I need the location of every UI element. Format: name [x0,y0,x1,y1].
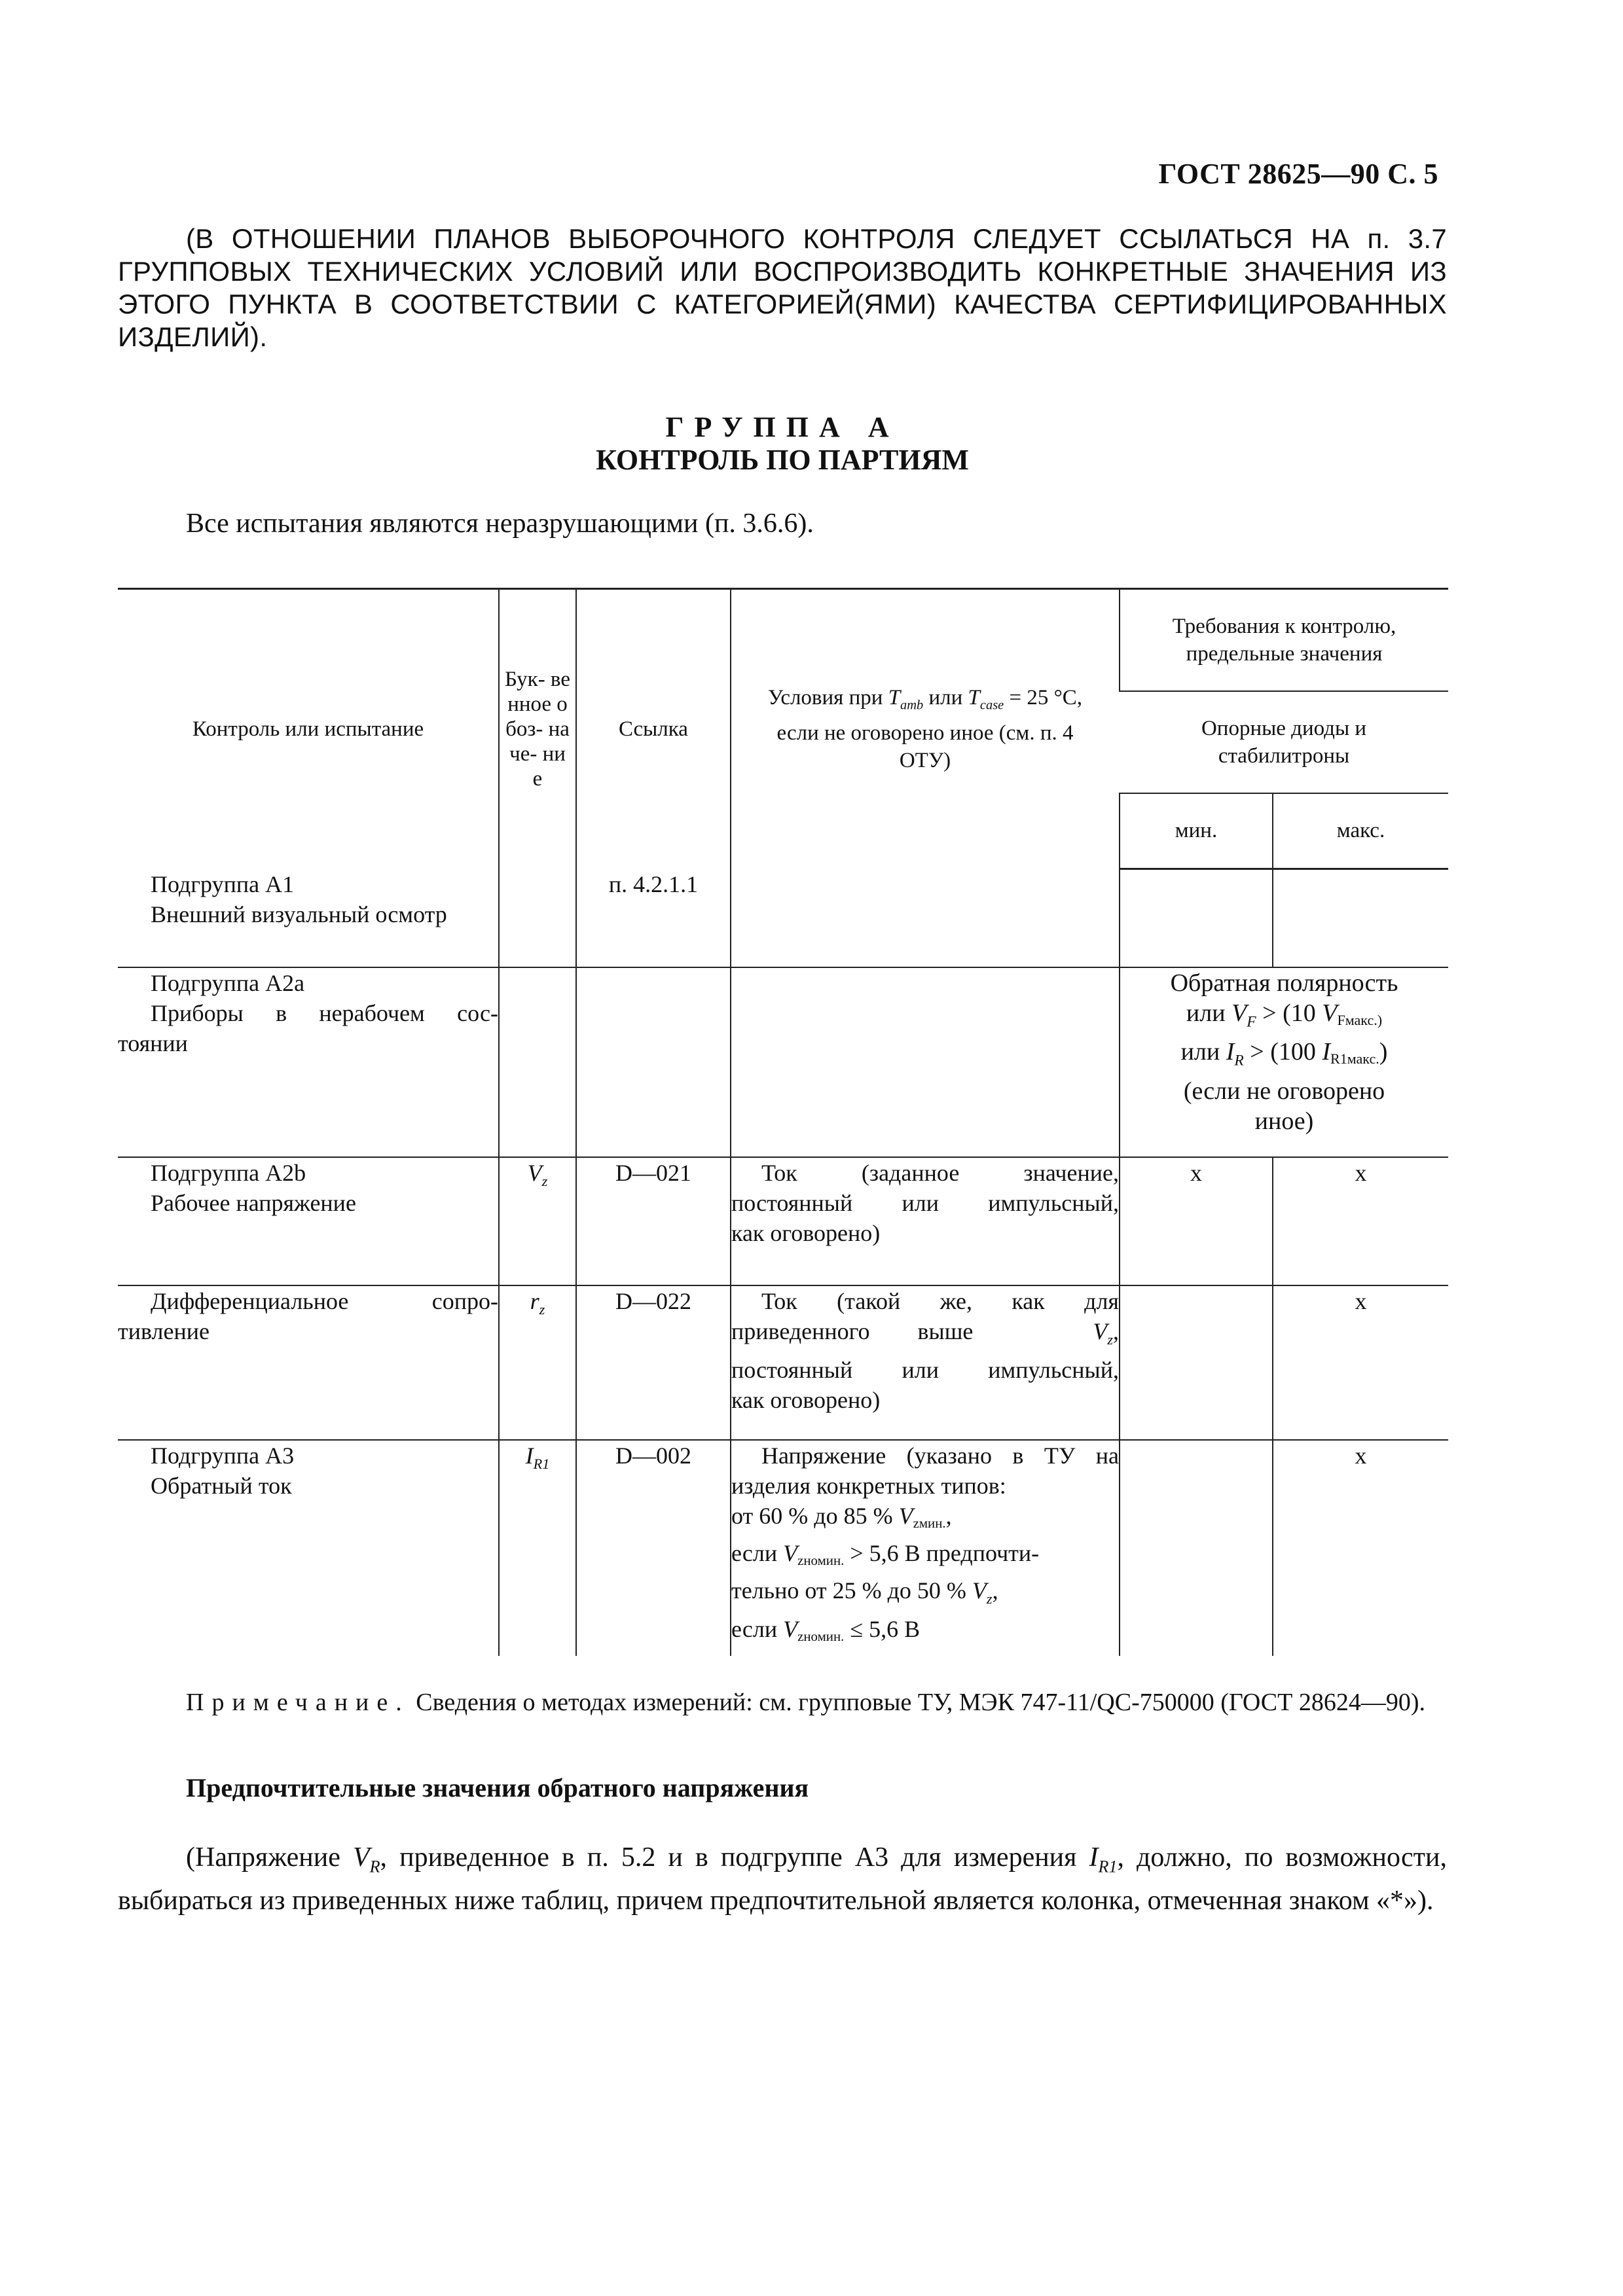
a2a-req-irmax-sub: R1макс. [1330,1050,1379,1067]
a1-subgroup: Подгруппа А1 [151,870,295,897]
a2a-req-line1: Обратная полярность [1170,969,1398,997]
a3-cond-vz-sub: zмин. [913,1515,946,1531]
a3-cond-l4a: тельно от 25 % до 50 % [731,1577,966,1604]
diff-cond-line2 [731,1316,1119,1355]
a3-cond-line2 [731,1501,1119,1538]
header-letter-text: Бук- венное обоз- наче- ние [505,668,570,791]
a2b-letter: V [527,1159,542,1186]
remark-text: Сведения о методах измерений: см. групповые ТУ, МЭК 747-11/QC-750000 (ГОСТ 28624—90). [416,1689,1426,1716]
cell-letter-a2b [499,1157,576,1285]
a2a-req-l2b: > (10 [1262,999,1316,1027]
header-conditions [731,589,1120,869]
table-remark [118,1686,1447,1719]
a3-cond-vznom2-letter: V [783,1615,798,1642]
a2a-req-vf-letter: V [1231,999,1247,1027]
header-cond-tcase [968,686,1004,713]
header-max: макс. [1273,793,1448,869]
header-cond-c: = 25 °С, если не оговорено иное (см. п. 4 ОТУ) [776,686,1083,773]
a2a-name-line1: Приборы в нерабочем сос- [151,999,498,1026]
header-cond-tamb-letter: T [888,686,901,710]
a3-cond-vz-letter: V [898,1502,913,1529]
cell-cond-diff [731,1285,1120,1440]
a2a-req-l3a: или [1180,1038,1220,1066]
a3-cond-l2b: , [945,1502,952,1529]
cell-letter-a3 [499,1440,576,1656]
a2a-req-vfmax-sub: Fмакс. [1337,1011,1377,1028]
pref-ir-sub: R1 [1098,1857,1118,1876]
a2a-req-l2a: или [1186,999,1226,1027]
cell-test-a1 [118,869,499,967]
cell-cond-a2a [731,967,1120,1157]
a3-letter-sub: R1 [533,1455,550,1472]
cell-letter-diff [499,1285,576,1440]
cell-ref-a2a [576,967,731,1157]
page-header: ГОСТ 28625—90 С. 5 [1158,158,1438,190]
header-cond-a: Условия при [767,686,883,710]
group-title: ГРУППА А [665,411,900,443]
a2a-req-ir-sub: R [1234,1052,1244,1069]
a3-cond-l3b: > 5,6 В предпочти- [850,1539,1040,1566]
pref-p3: , должно, по возможности, выбираться из приведенных ниже таблиц, причем предпочтительной является колонка, отмеченная знаком «*»). [118,1842,1447,1916]
pref-paragraph-text [118,1840,1447,1918]
header-cond-tcase-sub: case [979,698,1004,713]
cell-req-a2a [1120,967,1448,1157]
a2b-name: Рабочее напряжение [151,1189,356,1216]
diff-cond-line1: Ток (такой же, как для [761,1287,1119,1314]
cell-test-a3 [118,1440,499,1656]
a2b-subgroup: Подгруппа А2b [151,1159,306,1186]
intro-paragraph [118,223,1447,353]
a2b-cond-line3: как оговорено) [731,1219,881,1246]
a2a-req-ir [1226,1038,1244,1069]
table-row [118,1440,1448,1656]
cell-ref-diff: D—022 [576,1285,731,1440]
a1-name: Внешний визуальный осмотр [151,901,447,927]
a3-cond-vznom-sub: zномин. [797,1552,845,1568]
a2a-name-line2: тоянии [118,1030,188,1056]
cell-cond-a2b [731,1157,1120,1285]
a2a-req-l3b: > (100 [1250,1038,1316,1066]
a3-cond-line4 [731,1575,1119,1614]
a3-cond-l2a: от 60 % до 85 % [731,1502,893,1529]
header-cond-tamb [888,686,924,713]
a3-cond-vz2-letter: V [972,1577,987,1604]
a3-cond-l5b: ≤ 5,6 В [850,1615,921,1642]
header-min: мин. [1120,793,1273,869]
group-subtitle: КОНТРОЛЬ ПО ПАРТИЯМ [596,444,969,476]
cell-test-diff [118,1285,499,1440]
diff-cond-line4: как оговорено) [731,1386,881,1413]
cell-max-a3: x [1273,1440,1448,1656]
diff-cond-vz-sub: z [1107,1331,1113,1348]
header-cond-b: или [928,686,963,710]
diff-cond-l2b: , [1113,1318,1119,1344]
cell-ref-a3: D—002 [576,1440,731,1656]
diff-name-line1: Дифференциальное сопро- [151,1287,498,1314]
a2b-letter-sub: z [541,1172,548,1189]
a2a-req-vfmax [1322,999,1377,1027]
a3-cond-line1: Напряжение (указано в ТУ на изделия конкретных типов: [731,1442,1119,1499]
pref-p1: (Напряжение [186,1842,340,1873]
a3-subgroup: Подгруппа А3 [151,1442,295,1469]
table-row [118,869,1448,967]
a2a-req-vfmax-letter: V [1322,999,1338,1027]
section-paragraph [118,1840,1447,1918]
cell-letter-a1 [499,869,576,967]
cell-test-a2b [118,1157,499,1285]
diff-cond-line3: постоянный или импульсный, [731,1356,1119,1383]
a2a-req-vf [1231,999,1256,1031]
table-header [118,589,1448,869]
header-letter [499,589,576,869]
cell-ref-a2b: D—021 [576,1157,731,1285]
a2a-req-ir-letter: I [1226,1038,1235,1066]
cell-cond-a1 [731,869,1120,967]
table-row [118,967,1448,1157]
cell-min-a2b: x [1120,1157,1273,1285]
pref-vr-letter: V [352,1842,370,1873]
cell-max-a1 [1273,869,1448,967]
header-test: Контроль или испытание [192,717,424,742]
diff-letter: r [530,1287,539,1314]
diff-name-line2: тивление [118,1318,210,1344]
cell-cond-a3 [731,1440,1120,1656]
a2a-req-irmax-letter: I [1322,1038,1331,1066]
a2b-cond-line2: постоянный или импульсный, [731,1189,1119,1216]
a2a-req-vf-sub: F [1247,1013,1256,1031]
inspection-table [118,588,1448,1656]
table-row [118,1157,1448,1285]
diff-cond-l2a-part1: приведенного выше [731,1318,974,1344]
a2b-cond-line1: Ток (заданное значение, [761,1159,1119,1186]
a3-letter: I [525,1442,534,1469]
table-row [118,1285,1448,1440]
pref-p2: , приведенное в п. 5.2 и в подгруппе А3 для измерения [380,1842,1077,1873]
cell-max-diff: x [1273,1285,1448,1440]
a3-cond-vznom-letter: V [783,1539,798,1566]
cell-min-a3 [1120,1440,1273,1656]
header-cond-tcase-letter: T [968,686,980,710]
header-requirements: Требования к контролю, предельные значения [1120,589,1448,691]
diff-cond-vz [1093,1316,1119,1355]
tests-note: Все испытания являются неразрушающими (п. 3.6.6). [186,509,814,539]
a3-cond-l3a: если [731,1539,778,1566]
a3-cond-vznom2-sub: zномин. [797,1628,845,1644]
a3-cond-l5a: если [731,1615,778,1642]
intro-text: (В ОТНОШЕНИИ ПЛАНОВ ВЫБОРОЧНОГО КОНТРОЛЯ СЛЕДУЕТ ССЫЛАТЬСЯ НА п. 3.7 ГРУППОВЫХ ТЕХНИЧЕСКИХ УСЛОВИЙ ИЛИ ВОСПРОИЗВОДИТЬ КОНКРЕТНЫЕ ЗНАЧЕНИЯ ИЗ ЭТОГО ПУНКТА В СООТВЕТСТВИИ С КАТЕГОРИЕЙ(ЯМИ) КАЧЕСТВА СЕРТИФИЦИРОВАННЫХ ИЗДЕЛИЙ). [118,223,1447,352]
cell-test-a2a [118,967,499,1157]
header-cond-tamb-sub: amb [900,698,924,713]
cell-max-a2b: x [1273,1157,1448,1285]
a2a-req-line2 [1120,998,1448,1037]
a2a-subgroup: Подгруппа А2а [151,969,305,996]
pref-vr-sub: R [369,1857,380,1876]
diff-letter-sub: z [539,1300,545,1318]
a3-cond-l4b: , [992,1577,998,1604]
a2a-req-l2d: ) [1377,1011,1383,1028]
a2a-req-line4: (если не оговорено [1183,1077,1385,1105]
a2a-req-line3 [1120,1037,1448,1076]
a3-cond-vz2-sub: z [986,1590,993,1607]
a3-name: Обратный ток [151,1472,292,1499]
pref-ir-letter: I [1089,1842,1099,1873]
header-ref: Ссылка [576,589,731,869]
cell-letter-a2a [499,967,576,1157]
remark-label: Примечание. [186,1689,410,1716]
a2a-req-line5: иное) [1254,1107,1314,1135]
a3-cond-line5 [731,1614,1119,1651]
cell-min-diff [1120,1285,1273,1440]
diff-cond-vz-letter: V [1093,1318,1108,1344]
cell-min-a1 [1120,869,1273,967]
header-req-sub: Опорные диоды и стабилитроны [1120,691,1448,793]
cell-ref-a1: п. 4.2.1.1 [576,869,731,967]
a3-cond-line3 [731,1538,1119,1575]
a2a-req-irmax [1322,1038,1379,1066]
a2a-req-l3d: ) [1379,1038,1388,1066]
section-heading: Предпочтительные значения обратного напряжения [186,1773,809,1803]
